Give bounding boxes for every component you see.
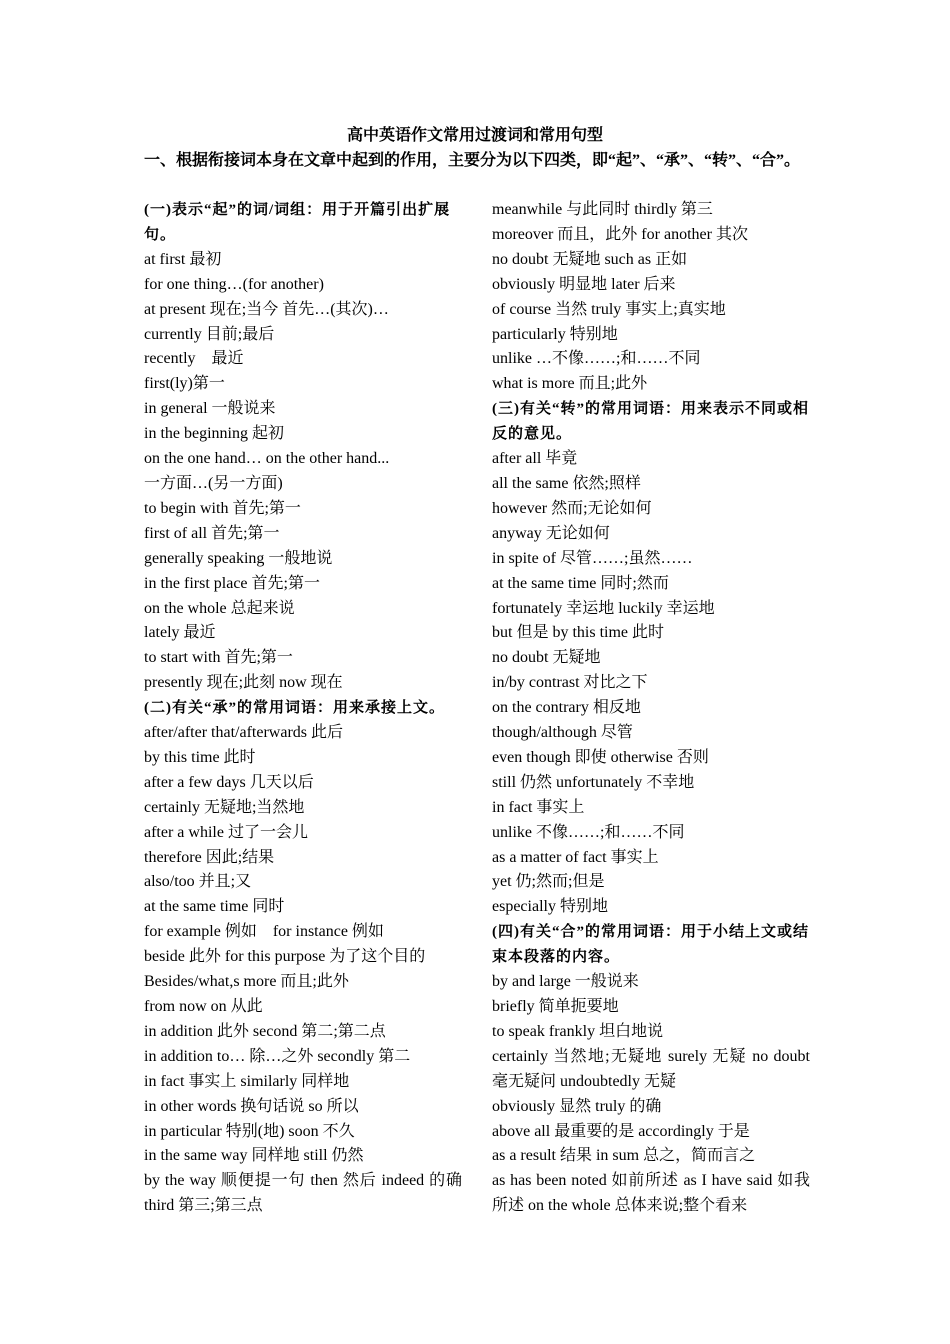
vocab-entry: what is more 而且;此外 (492, 375, 648, 393)
vocab-entry: first of all 首先;第一 (144, 524, 280, 542)
vocab-entry: all the same 依然;照样 (492, 474, 641, 492)
section-heading: (四)有关“合”的常用词语：用于小结上文或结束本段落的内容。 (492, 924, 809, 966)
vocab-entry: after a while 过了一会儿 (144, 823, 308, 841)
vocab-entry: of course 当然 truly 事实上;真实地 (492, 300, 726, 318)
vocab-entry: therefore 因此;结果 (144, 848, 275, 866)
vocab-entry: in particular 特别(地) soon 不久 (144, 1122, 355, 1140)
vocab-entry: meanwhile 与此同时 thirdly 第三 (492, 201, 713, 218)
vocab-entry: but 但是 by this time 此时 (492, 624, 665, 642)
left-column (144, 198, 462, 1219)
vocab-entry: certainly 当然地;无疑地 surely 无疑 no doubt 毫无疑问 undoubtedly 无疑 (492, 1047, 810, 1090)
vocab-entry: after a few days 几天以后 (144, 773, 314, 791)
section-heading: (二)有关“承”的常用词语：用来承接上文。 (144, 700, 445, 717)
vocab-entry: from now on 从此 (144, 998, 263, 1015)
vocab-entry: certainly 无疑地;当然地 (144, 798, 305, 816)
vocab-entry: above all 最重要的是 accordingly 于是 (492, 1122, 750, 1140)
vocab-entry: fortunately 幸运地 luckily 幸运地 (492, 599, 715, 617)
vocab-entry: in the first place 首先;第一 (144, 574, 320, 592)
vocab-entry: after/after that/afterwards 此后 (144, 724, 344, 742)
document-title: 高中英语作文常用过渡词和常用句型 (346, 127, 603, 144)
vocab-entry: particularly 特别地 (492, 325, 618, 343)
vocab-entry: moreover 而且，此外 for another 其次 (492, 225, 748, 243)
vocab-entry: on the one hand… on the other hand... (144, 450, 390, 468)
vocab-entry: however 然而;无论如何 (492, 499, 652, 517)
vocab-entry: currently 目前;最后 (144, 325, 275, 343)
vocab-entry: in general 一般说来 (144, 400, 276, 418)
vocab-entry: in the same way 同样地 still 仍然 (144, 1147, 364, 1165)
vocab-entry: briefly 简单扼要地 (492, 998, 619, 1015)
vocab-entry: presently 现在;此刻 now 现在 (144, 674, 343, 692)
vocab-entry: in fact 事实上 (492, 798, 585, 816)
vocab-entry: on the whole 总起来说 (144, 599, 295, 617)
vocab-entry: after all 毕竟 (492, 450, 578, 468)
vocab-entry: beside 此外 for this purpose 为了这个目的 (144, 948, 426, 966)
vocab-entry: in other words 换句话说 so 所以 (144, 1097, 359, 1115)
vocab-entry: at the same time 同时 (144, 898, 285, 916)
vocab-entry: as a matter of fact 事实上 (492, 848, 659, 866)
vocab-entry: at first 最初 (144, 250, 222, 268)
vocab-entry: obviously 明显地 later 后来 (492, 275, 676, 293)
vocab-entry: in addition 此外 second 第二;第二点 (144, 1022, 386, 1040)
vocab-entry: also/too 并且;又 (144, 873, 252, 891)
vocab-entry: 一方面…(另一方面) (144, 474, 283, 492)
vocab-entry: to start with 首先;第一 (144, 649, 293, 667)
vocab-entry: Besides/what,s more 而且;此外 (144, 973, 349, 991)
vocab-entry: anyway 无论如何 (492, 524, 610, 542)
vocab-entry: recently 最近 (144, 350, 244, 368)
vocab-entry: in/by contrast 对比之下 (492, 674, 648, 692)
vocab-entry: by and large 一般说来 (492, 973, 639, 991)
vocab-entry: by this time 此时 (144, 748, 256, 766)
vocab-entry: though/although 尽管 (492, 724, 633, 742)
vocab-entry: for one thing…(for another) (144, 275, 324, 293)
vocab-entry: to begin with 首先;第一 (144, 499, 301, 517)
vocab-entry: to speak frankly 坦白地说 (492, 1022, 664, 1040)
vocab-entry: as has been noted 如前所述 as I have said 如我所述 on the whole 总体来说;整个看来 (492, 1172, 810, 1215)
section-heading: (一)表示“起”的词/词组：用于开篇引出扩展句。 (144, 202, 451, 243)
vocab-entry: unlike …不像……;和……不同 (492, 350, 701, 368)
vocab-entry: generally speaking 一般地说 (144, 549, 333, 567)
vocab-entry: on the contrary 相反地 (492, 699, 641, 717)
vocab-entry: first(ly)第一 (144, 375, 225, 393)
vocab-entry: no doubt 无疑地 (492, 649, 601, 667)
vocab-entry: unlike 不像……;和……不同 (492, 823, 685, 841)
intro-paragraph: 一、根据衔接词本身在文章中起到的作用，主要分为以下四类，即“起”、“承”、“转”、“合”。 (144, 152, 801, 169)
vocab-entry: in fact 事实上 similarly 同样地 (144, 1072, 350, 1090)
vocab-entry: in addition to… 除…之外 secondly 第二 (144, 1047, 411, 1065)
vocab-entry: lately 最近 (144, 624, 216, 642)
vocab-entry: at the same time 同时;然而 (492, 574, 669, 592)
section-heading: (三)有关“转”的常用词语：用来表示不同或相反的意见。 (492, 401, 809, 443)
vocab-entry: at present 现在;当今 首先…(其次)… (144, 300, 389, 318)
vocab-entry: in spite of 尽管……;虽然…… (492, 549, 693, 567)
vocab-entry: even though 即使 otherwise 否则 (492, 748, 709, 766)
vocab-entry: as a result 结果 in sum 总之，简而言之 (492, 1147, 756, 1165)
vocab-entry: obviously 显然 truly 的确 (492, 1097, 662, 1115)
vocab-entry: no doubt 无疑地 such as 正如 (492, 250, 688, 268)
vocab-entry: yet 仍;然而;但是 (492, 873, 605, 891)
vocab-entry: for example 例如 for instance 例如 (144, 923, 384, 941)
right-column (492, 198, 810, 1219)
vocab-entry: in the beginning 起初 (144, 425, 284, 443)
vocab-entry: especially 特别地 (492, 898, 608, 916)
vocab-entry: still 仍然 unfortunately 不幸地 (492, 773, 695, 791)
vocab-entry: by the way 顺便提一句 then 然后 indeed 的确 third 第三;第三点 (144, 1172, 462, 1215)
